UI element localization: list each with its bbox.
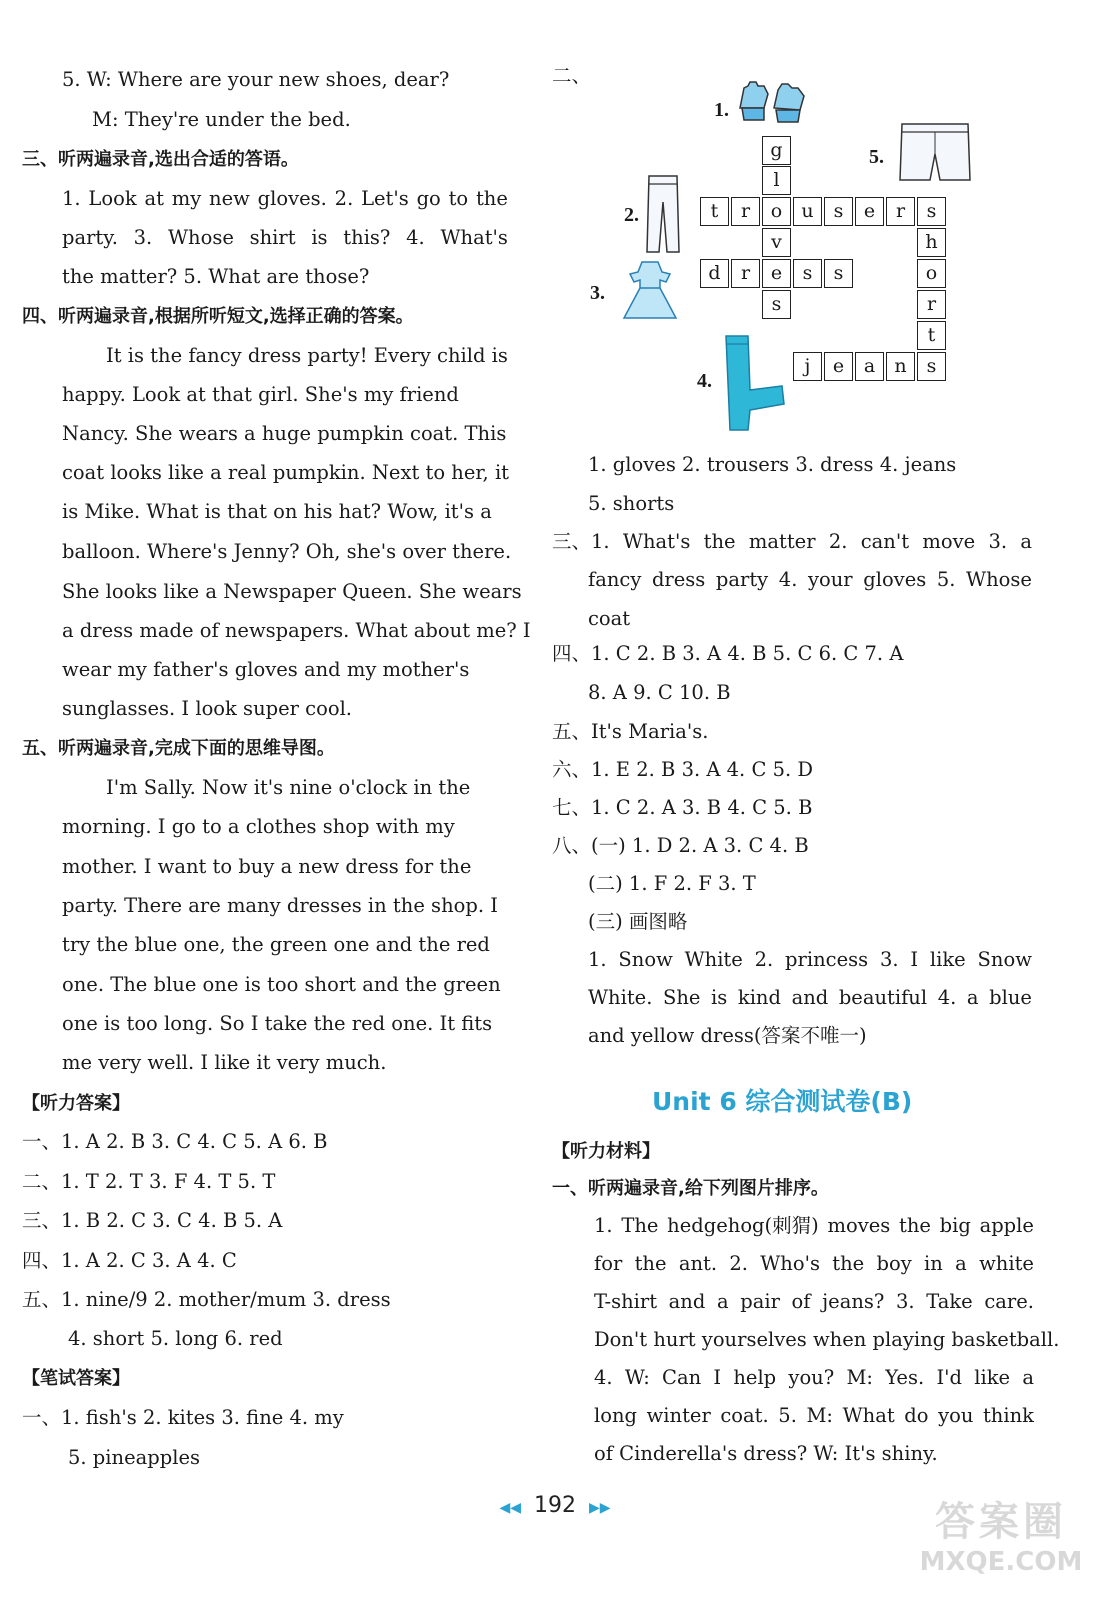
listening-answers-heading: 【听力答案】 [22,1093,130,1114]
sec4-line-6: balloon. Where's Jenny? Oh, she's over there. [62,540,512,563]
listening-answer-6: 4. short 5. long 6. red [68,1327,283,1350]
watermark-url: MXQE.COM [919,1547,1083,1577]
r-sec4-line-1: 四、1. C 2. B 3. A 4. B 5. C 6. C 7. A [552,642,904,665]
r-sec1-line-6: long winter coat. 5. M: What do you think [594,1404,1034,1427]
r-sec8-line-1: 1. Snow White 2. princess 3. I like Snow [588,948,1032,971]
sec5-line-1: I'm Sally. Now it's nine o'clock in the [106,776,471,799]
written-answer-1: 一、1. fish's 2. kites 3. fine 4. my [22,1406,344,1429]
sec4-line-1: It is the fancy dress party! Every child is [106,344,508,367]
cw-cell: e [762,259,791,288]
cw-cell: e [824,352,853,381]
cw-cell: t [917,321,946,350]
listening-answer-5: 五、1. nine/9 2. mother/mum 3. dress [22,1288,391,1311]
cw-cell: s [824,259,853,288]
cw-cell: s [824,197,853,226]
cw-cell: e [855,197,884,226]
cw-cell: r [886,197,915,226]
sec4-line-3: Nancy. She wears a huge pumpkin coat. This [62,422,507,445]
sec5-line-7: one is too long. So I take the red one. It fits [62,1012,493,1035]
sec5-line-2: morning. I go to a clothes shop with my [62,815,455,838]
gloves-icon [734,78,814,126]
section3-heading: 三、听两遍录音,选出合适的答语。 [22,149,299,170]
r-sec5: 五、It's Maria's. [552,720,709,743]
cw-number-4: 4. [697,370,712,392]
sec5-line-5: try the blue one, the green one and the red [62,933,490,956]
prev-page-icon: ◀◀ [499,1500,521,1516]
cw-cell: v [762,228,791,257]
cw-number-2: 2. [624,204,639,226]
q5-line2: M: They're under the bed. [92,108,351,131]
section4-heading: 四、听两遍录音,根据所听短文,选择正确的答案。 [22,306,414,327]
cw-cell: s [793,259,822,288]
dress-icon [620,258,680,324]
cw-number-1: 1. [714,99,729,121]
cw-cell: o [917,259,946,288]
sec4-line-2: happy. Look at that girl. She's my friend [62,383,459,406]
r-sec4-line-2: 8. A 9. C 10. B [588,681,731,704]
cw-cell: s [762,290,791,319]
listening-answer-1: 一、1. A 2. B 3. C 4. C 5. A 6. B [22,1130,328,1153]
next-page-icon: ▶▶ [589,1500,611,1516]
unit-title: Unit 6 综合测试卷(B) [652,1087,913,1116]
listening-answer-2: 二、1. T 2. T 3. F 4. T 5. T [22,1170,276,1193]
cw-number-3: 3. [590,282,605,304]
cw-cell: d [700,259,729,288]
cw-cell: r [731,259,760,288]
cw-cell: r [731,197,760,226]
r-sec7: 七、1. C 2. A 3. B 4. C 5. B [552,796,813,819]
written-answer-2: 5. pineapples [68,1446,200,1469]
r-sec3-line-2: fancy dress party 4. your gloves 5. Whose [588,568,1032,591]
r-sec1-line-7: of Cinderella's dress? W: It's shiny. [594,1442,938,1465]
cw-answers-2: 5. shorts [588,492,675,515]
cw-cell: s [917,197,946,226]
r-sec1-line-1: 1. The hedgehog(刺猬) moves the big apple [594,1214,1034,1237]
r-sec8-line-2: White. She is kind and beautiful 4. a blue [588,986,1032,1009]
cw-cell: u [793,197,822,226]
jeans-icon [720,332,790,434]
sec4-line-9: wear my father's gloves and my mother's [62,658,470,681]
cw-cell: g [762,136,791,165]
watermark-text: 答案圈 [935,1499,1067,1545]
sec4-line-8: a dress made of newspapers. What about me? I [62,619,531,642]
cw-cell: n [886,352,915,381]
sec3-line-1: 1. Look at my new gloves. 2. Let's go to the [62,187,508,210]
cw-number-5: 5. [869,146,884,168]
r-sec1-line-2: for the ant. 2. Who's the boy in a white [594,1252,1034,1275]
material-heading: 【听力材料】 [552,1141,660,1162]
page-footer [470,1493,640,1518]
crossword-figure [552,0,1052,440]
sec4-line-4: coat looks like a real pumpkin. Next to her, it [62,461,510,484]
sec4-line-10: sunglasses. I look super cool. [62,697,353,720]
r-sec8-part2: (二) 1. F 2. F 3. T [588,872,756,895]
sec4-line-7: She looks like a Newspaper Queen. She wears [62,580,522,603]
sec5-line-3: mother. I want to buy a new dress for the [62,855,472,878]
cw-cell: o [762,197,791,226]
r-sec3-line-1: 三、1. What's the matter 2. can't move 3. a [552,530,1032,553]
sec5-line-4: party. There are many dresses in the shop. I [62,894,498,917]
section5-heading: 五、听两遍录音,完成下面的思维导图。 [22,738,335,759]
trousers-icon [643,172,683,256]
cw-cell: l [762,166,791,195]
r-sec1-heading: 一、听两遍录音,给下列图片排序。 [552,1178,829,1199]
shorts-icon [898,120,972,186]
listening-answer-3: 三、1. B 2. C 3. C 4. B 5. A [22,1209,283,1232]
r-sec1-line-4: Don't hurt yourselves when playing basketball. [594,1328,1060,1351]
sec4-line-5: is Mike. What is that on his hat? Wow, it's a [62,500,492,523]
cw-cell: t [700,197,729,226]
cw-answers-1: 1. gloves 2. trousers 3. dress 4. jeans [588,453,957,476]
sec3-line-2: party. 3. Whose shirt is this? 4. What's [62,226,508,249]
r-sec1-line-3: T-shirt and a pair of jeans? 3. Take care. [594,1290,1034,1313]
cw-cell: h [917,228,946,257]
cw-cell: a [855,352,884,381]
sec5-line-8: me very well. I like it very much. [62,1051,387,1074]
watermark-logo [916,1490,1086,1580]
r-sec8-line-3: and yellow dress(答案不唯一) [588,1024,867,1047]
cw-cell: r [917,290,946,319]
written-answers-heading: 【笔试答案】 [22,1368,130,1389]
r-sec3-line-3: coat [588,607,631,630]
listening-answer-4: 四、1. A 2. C 3. A 4. C [22,1249,237,1272]
r-sec1-line-5: 4. W: Can I help you? M: Yes. I'd like a [594,1366,1034,1389]
r-sec8-part1: 八、(一) 1. D 2. A 3. C 4. B [552,834,809,857]
q5-line1: 5. W: Where are your new shoes, dear? [62,68,450,91]
r-sec6: 六、1. E 2. B 3. A 4. C 5. D [552,758,814,781]
page-number: 192 [534,1493,576,1518]
cw-cell: j [793,352,822,381]
r-sec8-part3: (三) 画图略 [588,910,688,933]
cw-cell: s [917,352,946,381]
sec3-line-3: the matter? 5. What are those? [62,265,370,288]
sec5-line-6: one. The blue one is too short and the green [62,973,501,996]
section2-label: 二、 [552,64,592,87]
